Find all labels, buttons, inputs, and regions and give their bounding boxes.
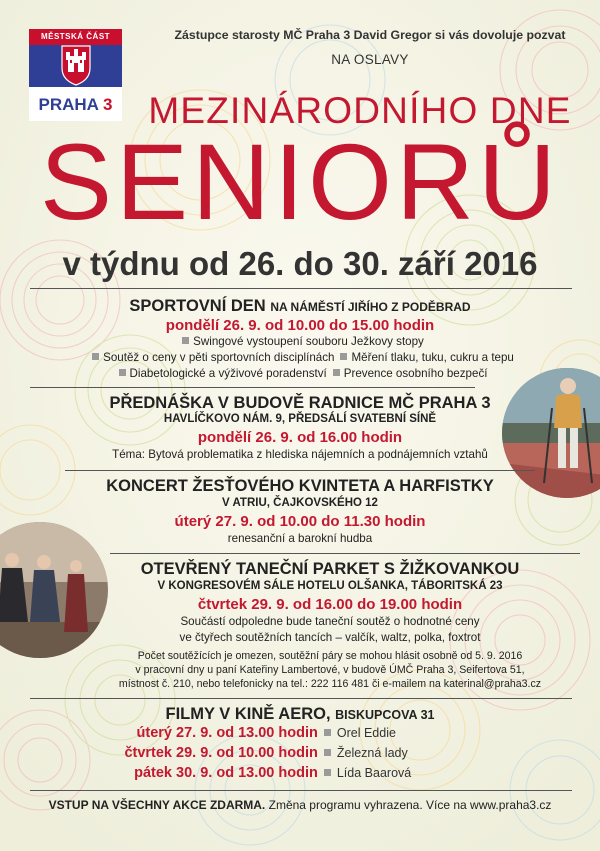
dance-date: čtvrtek 29. 9. od 16.00 do 19.00 hodin [197, 596, 463, 613]
concert-heading: KONCERT ŽESŤOVÉHO KVINTETA A HARFISTKY [106, 477, 494, 495]
sport-date: pondělí 26. 9. od 10.00 do 15.00 hodin [165, 317, 435, 334]
concert-date: úterý 27. 9. od 10.00 do 11.30 hodin [174, 513, 426, 530]
divider [65, 470, 535, 471]
logo-name: PRAHA 3 [38, 95, 113, 114]
film-row-3: pátek 30. 9. od 13.00 hodin Lída Baarová [134, 765, 412, 781]
sport-heading: SPORTOVNÍ DEN NA NÁMĚSTÍ JIŘÍHO Z PODĚBRAD [129, 297, 471, 315]
dance-desc-1: Součástí odpoledne bude taneční soutěž o hodnotné ceny [180, 615, 480, 628]
coat-of-arms-icon [60, 42, 92, 86]
lecture-topic: Téma: Bytová problematika z hlediska nájemních a podnájemních vztahů [112, 448, 488, 461]
divider [30, 790, 572, 791]
sport-item-2-3: Soutěž o ceny v pěti sportovních disciplínách Měření tlaku, tuku, cukru a tepu [0, 351, 600, 364]
divider [30, 387, 475, 388]
title-main: SENIORŮ [39, 121, 561, 242]
sport-item-1: Swingové vystoupení souboru Ježkovy stopy [0, 335, 600, 348]
dance-note-2: v pracovní dny u paní Kateřiny Lambertové, v budově ÚMČ Praha 3, Seifertova 51, [135, 664, 525, 676]
divider [110, 553, 580, 554]
film-row-2: čtvrtek 29. 9. od 10.00 hodin Železná lady [124, 745, 408, 761]
logo-top-text: MĚSTSKÁ ČÁST [40, 32, 111, 41]
dance-heading: OTEVŘENÝ TANEČNÍ PARKET S ŽIŽKOVANKOU [140, 560, 520, 578]
lecture-heading: PŘEDNÁŠKA V BUDOVĚ RADNICE MČ PRAHA 3 [109, 394, 491, 412]
lecture-date: pondělí 26. 9. od 16.00 hodin [197, 429, 403, 446]
invitation-line: Zástupce starosty MČ Praha 3 David Gregor si vás dovoluje pozvat [174, 28, 566, 42]
sport-item-4-5: Diabetologické a výživové poradenství Prevence osobního bezpečí [0, 367, 600, 380]
divider [30, 288, 572, 289]
week-range: v týdnu od 26. do 30. září 2016 [62, 245, 538, 282]
dance-note-1: Počet soutěžících je omezen, soutěžní páry se mohou hlásit osobně od 5. 9. 2016 [137, 650, 523, 662]
film-row-1: úterý 27. 9. od 13.00 hodin Orel Eddie [136, 725, 396, 741]
divider [30, 698, 572, 699]
dance-desc-2: ve čtyřech soutěžních tancích – valčík, waltz, polka, foxtrot [179, 631, 481, 644]
concert-desc: renesanční a barokní hudba [227, 532, 373, 545]
praha3-logo [29, 29, 122, 121]
footer: VSTUP NA VŠECHNY AKCE ZDARMA. Změna programu vyhrazena. Více na www.praha3.cz [48, 798, 552, 812]
na-oslavy: NA OSLAVY [331, 52, 409, 67]
dance-note-3: místnost č. 210, nebo telefonicky na tel.: 222 116 481 či e-mailem na katerinal@praha3.cz [118, 678, 542, 690]
films-heading: FILMY V KINĚ AERO, BISKUPCOVA 31 [165, 705, 435, 723]
title-top: MEZINÁRODNÍHO DNE [148, 90, 572, 131]
concert-place: V ATRIU, ČAJKOVSKÉHO 12 [222, 497, 378, 509]
dance-place: V KONGRESOVÉM SÁLE HOTELU OLŠANKA, TÁBORITSKÁ 23 [157, 580, 503, 592]
lecture-place: HAVLÍČKOVO NÁM. 9, PŘEDSÁLÍ SVATEBNÍ SÍNĚ [163, 413, 437, 425]
